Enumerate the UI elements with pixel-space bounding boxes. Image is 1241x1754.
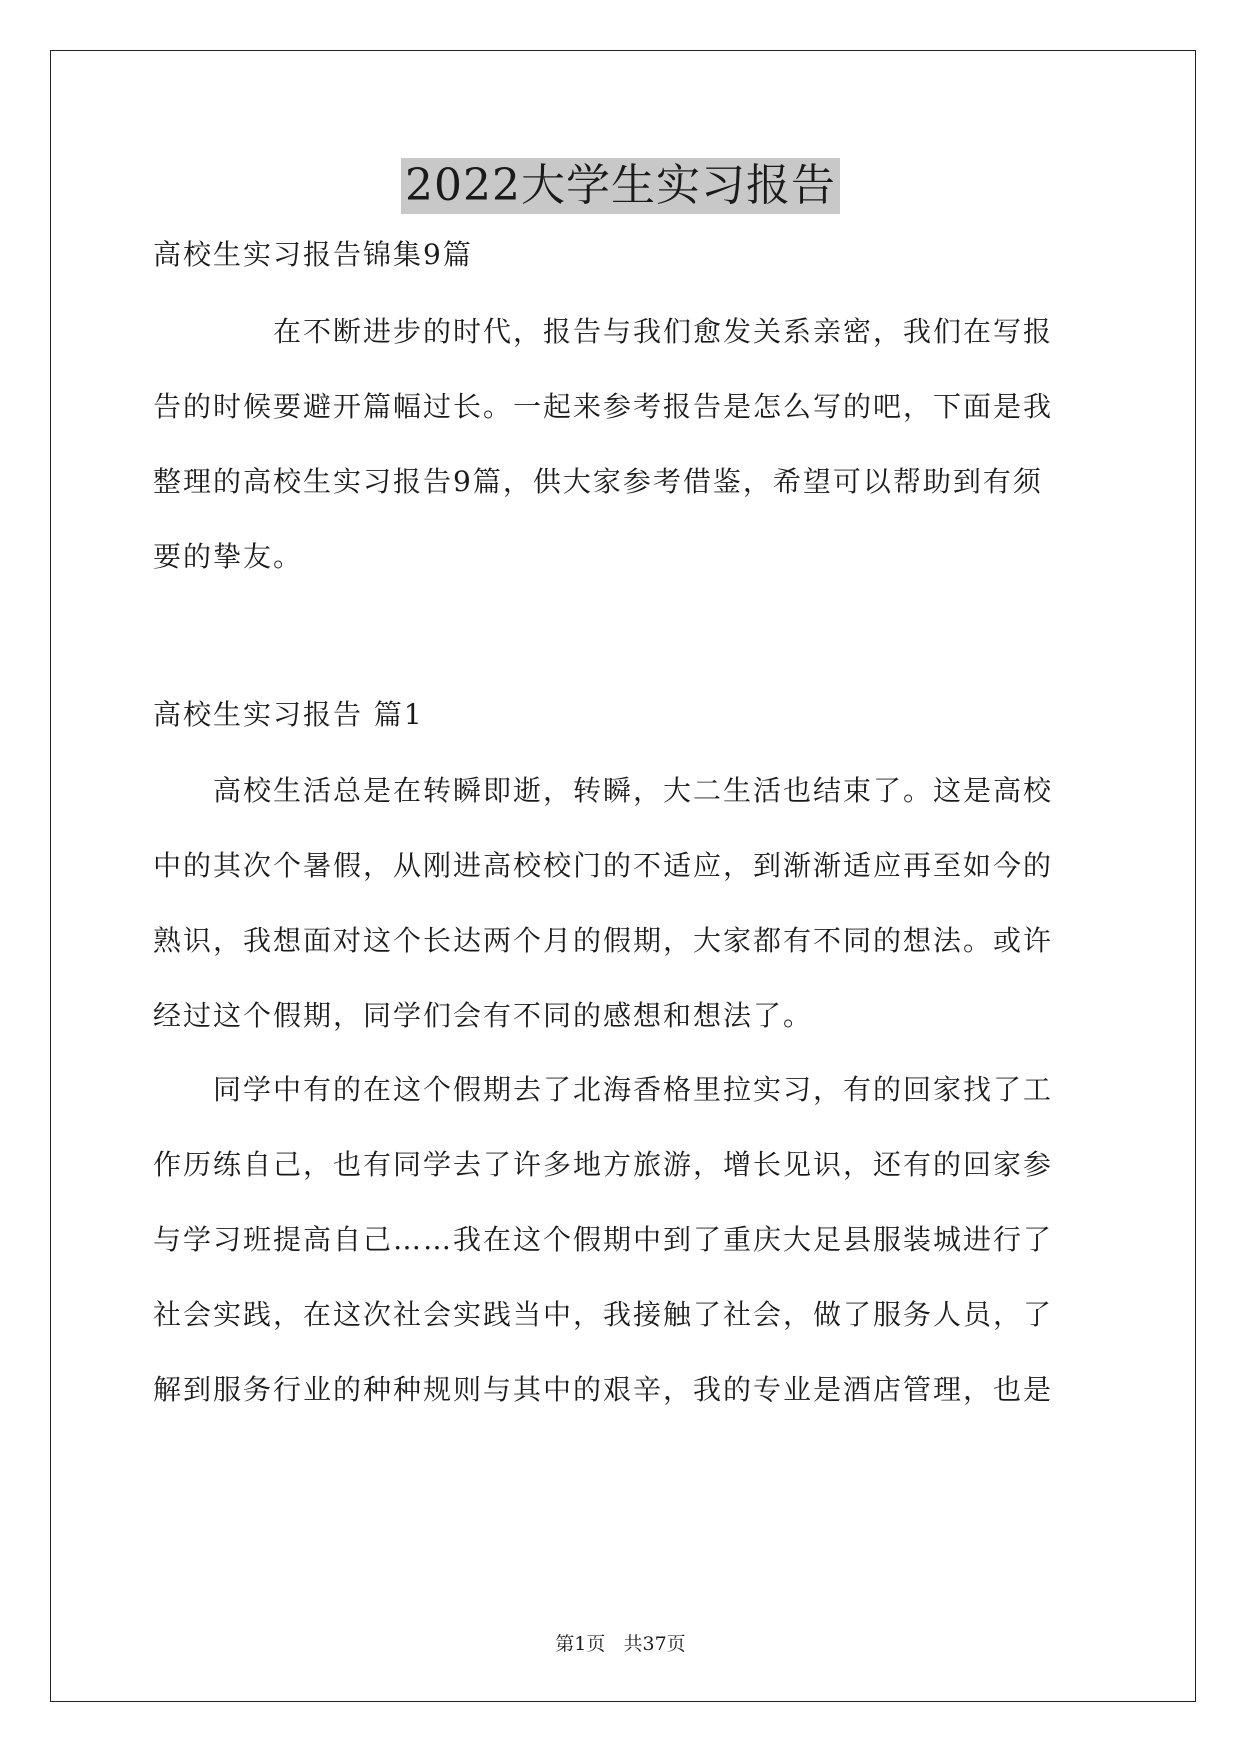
para2-line-4: 社会实践，在这次社会实践当中，我接触了社会，做了服务人员，了 <box>153 1298 1054 1331</box>
intro-line-1: 在不断进步的时代，报告与我们愈发关系亲密，我们在写报 <box>273 315 1054 348</box>
page-number-footer: 第1页 共37页 <box>555 1633 686 1655</box>
intro-line-3: 整理的高校生实习报告9篇，供大家参考借鉴，希望可以帮助到有须 <box>153 465 1043 498</box>
para2-line-1: 同学中有的在这个假期去了北海香格里拉实习，有的回家找了工 <box>213 1073 1054 1106</box>
para1-line-3: 熟识，我想面对这个长达两个月的假期，大家都有不同的想法。或许 <box>153 924 1054 957</box>
intro-line-4: 要的挚友。 <box>153 540 304 573</box>
para1-line-2: 中的其次个暑假，从刚进高校校门的不适应，到渐渐适应再至如今的 <box>153 849 1054 882</box>
document-subtitle: 高校生实习报告锦集9篇 <box>153 238 473 271</box>
para1-line-1: 高校生活总是在转瞬即逝，转瞬，大二生活也结束了。这是高校 <box>213 774 1054 807</box>
para2-line-5: 解到服务行业的种种规则与其中的艰辛，我的专业是酒店管理，也是 <box>153 1373 1054 1406</box>
para2-line-3: 与学习班提高自己……我在这个假期中到了重庆大足县服装城进行了 <box>153 1223 1054 1256</box>
para2-line-2: 作历练自己，也有同学去了许多地方旅游，增长见识，还有的回家参 <box>153 1148 1054 1181</box>
document-title: 2022大学生实习报告 <box>401 158 840 214</box>
title-wrap <box>0 158 1241 214</box>
para1-line-4: 经过这个假期，同学们会有不同的感想和想法了。 <box>153 999 814 1032</box>
intro-line-2: 告的时候要避开篇幅过长。一起来参考报告是怎么写的吧，下面是我 <box>153 390 1054 423</box>
section-heading: 高校生实习报告 篇1 <box>153 698 424 731</box>
